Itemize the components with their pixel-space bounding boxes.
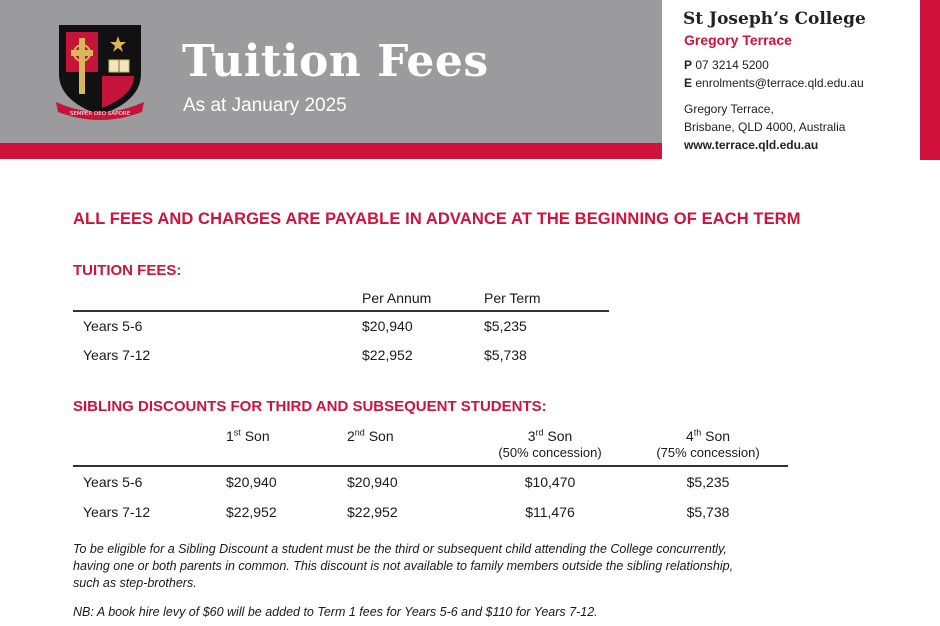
sibling-fee-cell: $5,738 [686,504,730,520]
email-line [684,76,864,90]
sibling-eligibility-note [73,541,733,592]
tuition-per-term: $5,738 [484,347,527,363]
tuition-per-annum: $22,952 [362,347,413,363]
sibling-fee-cell: $22,952 [226,504,277,520]
email-link[interactable]: enrolments@terrace.qld.edu.au [695,76,864,90]
tuition-fees-heading: TUITION FEES: [73,262,182,279]
page-title: Tuition Fees [182,36,489,87]
col-header-per-annum: Per Annum [362,290,432,306]
payment-notice-heading: ALL FEES AND CHARGES ARE PAYABLE IN ADVANCE AT THE BEGINNING OF EACH TERM [73,210,801,228]
tuition-per-term: $5,235 [484,318,527,334]
son-label: Son [705,428,731,444]
son-label: Son [368,428,394,444]
book-hire-note: NB: A book hire levy of $60 will be added to Term 1 fees for Years 5-6 and $110 for Years 7-12. [73,605,598,619]
phone-label: P [684,58,693,72]
son-ordinal: 3 [527,428,536,444]
son-ordinal: 1 [226,428,234,444]
son-label: Son [547,428,573,444]
col-header-first-son [226,428,270,444]
concession-note: (75% concession) [656,445,760,460]
tuition-row-label: Years 7-12 [83,347,151,363]
sibling-discounts-heading: SIBLING DISCOUNTS FOR THIRD AND SUBSEQUENT STUDENTS: [73,398,547,415]
tuition-header-rule [73,310,609,312]
son-ordinal-suffix: th [693,427,702,438]
email-label: E [684,76,693,90]
website-link[interactable]: www.terrace.qld.edu.au [684,138,819,152]
college-name: St Joseph’s College [683,9,866,29]
college-crest-icon [54,22,146,120]
col-header-per-term: Per Term [484,290,541,306]
son-ordinal-suffix: nd [354,427,365,438]
note-line: having one or both parents in common. This discount is not available to family members outside the sibling relationship, [73,559,734,573]
col-header-third-son [480,428,620,460]
tuition-row-label: Years 5-6 [83,318,143,334]
sibling-row-label: Years 5-6 [83,474,143,490]
header-red-stripe [0,143,662,159]
right-accent-bar [920,0,940,160]
tuition-per-annum: $20,940 [362,318,413,334]
son-ordinal-suffix: rd [535,427,544,438]
note-line: To be eligible for a Sibling Discount a student must be the third or subsequent child attending the College concurrently, [73,542,727,556]
page-subtitle: As at January 2025 [183,95,347,116]
concession-note: (50% concession) [498,445,602,460]
sibling-fee-cell: $20,940 [347,474,398,490]
crest-motto: SEMPER DEO SAPORE [69,111,131,117]
sibling-fee-cell: $20,940 [226,474,277,490]
address-line-1: Gregory Terrace, [684,102,774,116]
col-header-fourth-son [638,428,778,460]
son-label: Son [244,428,270,444]
sibling-header-rule [73,465,788,467]
son-ordinal-suffix: st [233,427,241,438]
address-line-2: Brisbane, QLD 4000, Australia [684,120,846,134]
sibling-fee-cell: $10,470 [524,474,576,490]
son-ordinal: 2 [347,428,355,444]
sibling-row-label: Years 7-12 [83,504,151,520]
note-line: such as step-brothers. [73,576,197,590]
phone-number: 07 3214 5200 [695,58,769,72]
sibling-fee-cell: $22,952 [347,504,398,520]
sibling-fee-cell: $11,476 [525,504,575,520]
son-ordinal: 4 [685,428,694,444]
sibling-fee-cell: $5,235 [686,474,730,490]
col-header-second-son [347,428,394,444]
campus-name: Gregory Terrace [684,32,792,48]
phone-line [684,58,769,72]
